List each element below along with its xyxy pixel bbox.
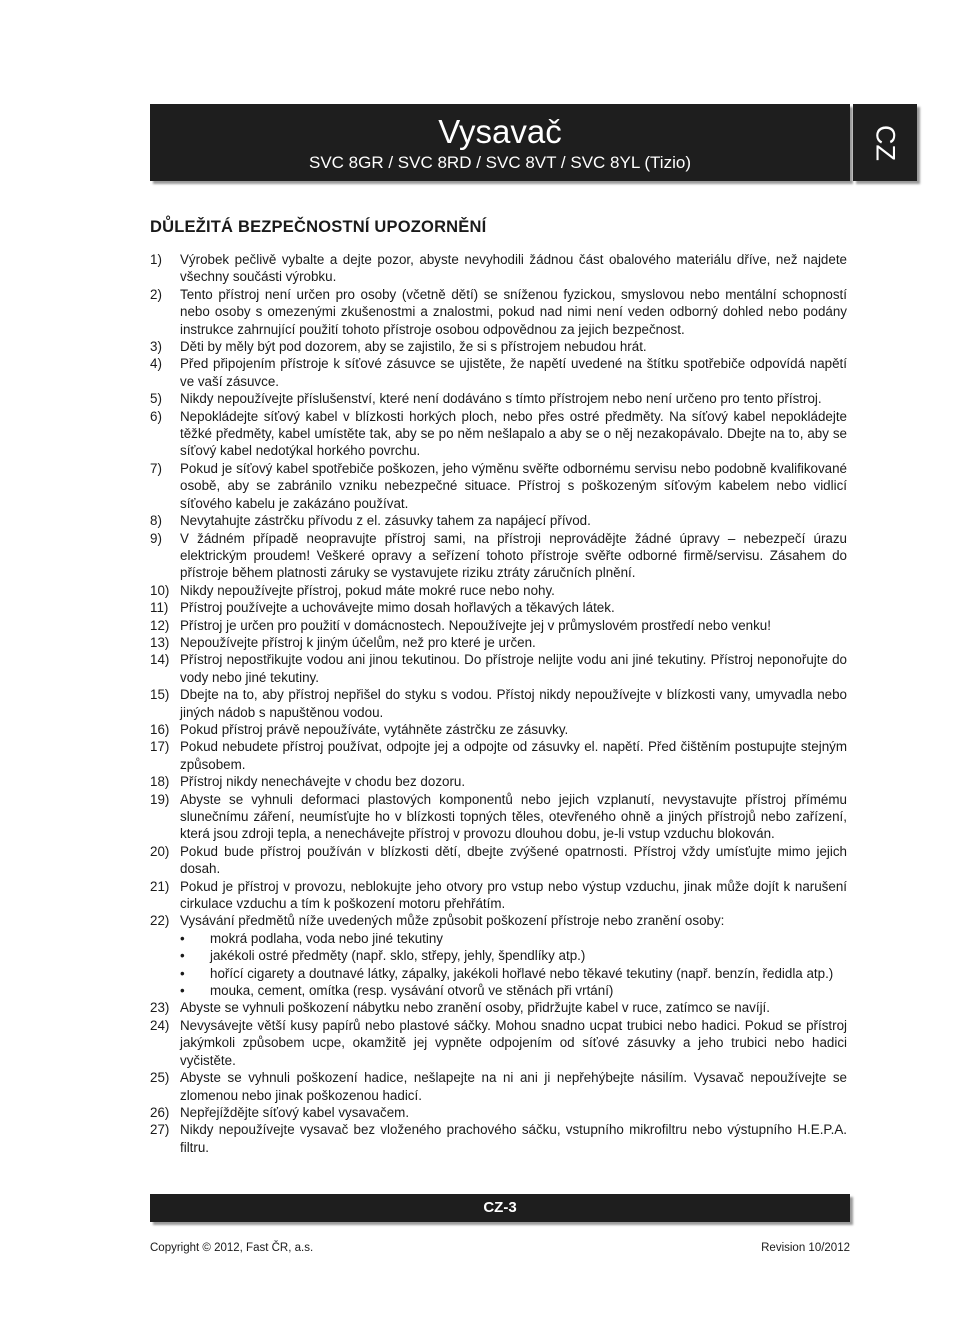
item-text: Tento přístroj není určen pro osoby (včetně dětí) se sníženou fyzickou, smyslovou nebo mentální schopností nebo osoby s omezenými zkušenostmi a znalostmi, pokud nad nimi není veden odborný dohled nebo podány instrukce zahrnující použití tohoto přístroje osobou odpovědnou za jejich bezpečnost. bbox=[180, 286, 847, 337]
copyright-notice: Copyright © 2012, Fast ČR, a.s. bbox=[150, 1242, 314, 1254]
item-text: Nevysávejte větší kusy papírů nebo plastové sáčky. Mohou snadno ucpat trubici nebo hadici. Pokud se přístroj jakýmkoli způsobem ucpe, okamžitě jej vypněte odpojením od síťové zásuvky a jeho trubici nebo hadici vyčistěte. bbox=[180, 1017, 847, 1068]
item-text: Pokud nebudete přístroj používat, odpojte jej a odpojte od zásuvky el. napětí. Před čištěním postupujte stejným způsobem. bbox=[180, 739, 847, 772]
item-number: 9) bbox=[150, 530, 162, 546]
item-number: 18) bbox=[150, 774, 170, 790]
instruction-item bbox=[150, 390, 847, 407]
item-text: Nikdy nepoužívejte vysavač bez vloženého prachového sáčku, vstupního mikrofiltru nebo výstupního H.E.P.A. filtru. bbox=[180, 1122, 847, 1155]
instruction-item bbox=[150, 999, 847, 1016]
item-number: 6) bbox=[150, 408, 162, 424]
item-text: Pokud přístroj právě nepoužíváte, vytáhněte zástrčku ze zásuvky. bbox=[180, 721, 569, 737]
instruction-item bbox=[150, 286, 847, 338]
item-text: Nepoužívejte přístroj k jiným účelům, než pro které je určen. bbox=[180, 634, 536, 650]
instruction-item bbox=[150, 1104, 847, 1121]
item-number: 14) bbox=[150, 652, 170, 668]
item-text: Abyste se vyhnuli poškození nábytku nebo zranění osoby, přidržujte kabel v ruce, zatímco se navíjí. bbox=[180, 1000, 770, 1016]
instruction-item bbox=[150, 773, 847, 790]
instruction-item bbox=[150, 338, 847, 355]
language-tab-label: CZ bbox=[870, 124, 901, 161]
header-bar bbox=[150, 104, 850, 181]
bullet-text: hořící cigarety a doutnavé látky, zápalky, jakékoli hořlavé nebo těkavé tekutiny (např. benzín, ředidla atp.) bbox=[210, 965, 834, 981]
instruction-item bbox=[150, 530, 847, 582]
item-number: 24) bbox=[150, 1017, 170, 1033]
item-text: Nepřejíždějte síťový kabel vysavačem. bbox=[180, 1104, 410, 1120]
instruction-item bbox=[150, 651, 847, 686]
instruction-item bbox=[150, 408, 847, 460]
instruction-item bbox=[150, 355, 847, 390]
bullet-text: mokrá podlaha, voda nebo jiné tekutiny bbox=[210, 930, 444, 946]
instruction-item bbox=[150, 791, 847, 843]
item-text: Pokud je přístroj v provozu, neblokujte jeho otvory pro vstup nebo výstup vzduchu, jinak může dojít k narušení cirkulace vzduchu a tím k poškození motoru přehřátím. bbox=[180, 878, 847, 912]
item-number: 11) bbox=[150, 600, 169, 616]
item-number: 19) bbox=[150, 791, 170, 807]
item-number: 15) bbox=[150, 687, 170, 703]
item-text: Děti by měly být pod dozorem, aby se zajistilo, že si s přístrojem nebudou hrát. bbox=[180, 339, 647, 355]
item-text: Přístroj nepostřikujte vodou ani jinou tekutinou. Do přístroje nelijte vodu ani jiné tekutiny. Přístroj neponořujte do vody nebo jiné tekutiny. bbox=[180, 652, 847, 685]
item-number: 5) bbox=[150, 391, 162, 407]
item-number: 23) bbox=[150, 1000, 170, 1016]
item-text: Dbejte na to, aby přístroj nepřišel do styku s vodou. Přístoj nikdy nepoužívejte v blízkosti vany, umyvadla nebo jiných nádob s napuštěnou vodou. bbox=[180, 687, 847, 720]
instruction-item bbox=[150, 460, 847, 512]
item-number: 26) bbox=[150, 1104, 170, 1120]
instruction-item bbox=[150, 599, 847, 616]
item-number: 17) bbox=[150, 739, 170, 755]
item-number: 21) bbox=[150, 878, 170, 894]
item-number: 1) bbox=[150, 252, 162, 267]
item-number: 25) bbox=[150, 1070, 170, 1086]
instruction-item bbox=[150, 738, 847, 773]
item-text: Vysávání předmětů níže uvedených může způsobit poškození přístroje nebo zranění osoby: bbox=[180, 913, 725, 929]
item-number: 4) bbox=[150, 356, 162, 372]
item-number: 8) bbox=[150, 513, 162, 529]
item-text: Nepokládejte síťový kabel v blízkosti horkých ploch, nebo přes ostré předměty. Na síťový kabel nepokládejte těžké předměty, kabel umístěte tak, aby se po něm nešlapalo a aby se o něj nezakopávalo. Dbejte na to, aby se síťový kabel nedotýkal horkého povrchu. bbox=[180, 408, 847, 459]
item-number: 10) bbox=[150, 582, 170, 598]
instruction-item bbox=[150, 686, 847, 721]
instruction-item bbox=[150, 912, 847, 999]
bullet-item bbox=[180, 947, 847, 964]
instruction-item bbox=[150, 512, 847, 529]
item-text: Pokud bude přístroj používán v blízkosti dětí, dbejte zvýšené opatrnosti. Přístroj vždy umísťujte mimo jejich dosah. bbox=[180, 843, 847, 877]
bullet-dot: • bbox=[180, 983, 185, 999]
instruction-item bbox=[150, 1017, 847, 1069]
item-text: Nevytahujte zástrčku přívodu z el. zásuvky tahem za napájecí přívod. bbox=[180, 513, 591, 529]
instruction-item bbox=[150, 878, 847, 913]
page-number-bar bbox=[150, 1194, 850, 1222]
bullet-item bbox=[180, 965, 847, 982]
instruction-item bbox=[150, 617, 847, 634]
item-number: 2) bbox=[150, 286, 162, 302]
item-number: 13) bbox=[150, 634, 170, 650]
instruction-item bbox=[150, 634, 847, 651]
instruction-item bbox=[150, 1121, 847, 1156]
item-number: 7) bbox=[150, 460, 162, 476]
item-text: Nikdy nepoužívejte přístroj, pokud máte mokré ruce nebo nohy. bbox=[180, 582, 555, 598]
instruction-item bbox=[150, 721, 847, 738]
item-text: Abyste se vyhnuli deformaci plastových komponentů nebo jejich vzplanutí, nevystavujte přístroj přímému slunečnímu záření, neumísťujte ho v blízkosti topných těles, otevřeného ohně a jiných přístrojů nebo zařízení, která jsou zdroji tepla, a nenechávejte přístroj v provozu dlouhou dobu, je-li vstup vzduchu blokován. bbox=[180, 791, 847, 842]
item-text: V žádném případě neopravujte přístroj sami, na přístroji neprovádějte žádné úpravy – nebezpečí úrazu elektrickým proudem! Veškeré opravy a seřízení tohoto přístroje svěřte odborné firmě/servisu. Zásahem do přístroje během platnosti záruky se vystavujete riziku ztráty záručních plnění. bbox=[180, 530, 847, 581]
model-subtitle: SVC 8GR / SVC 8RD / SVC 8VT / SVC 8YL (Tizio) bbox=[309, 153, 691, 172]
instruction-item bbox=[150, 251, 847, 286]
bullet-dot: • bbox=[180, 948, 185, 964]
instruction-item bbox=[150, 843, 847, 878]
revision-note: Revision 10/2012 bbox=[761, 1242, 850, 1254]
item-number: 3) bbox=[150, 339, 162, 355]
item-number: 27) bbox=[150, 1122, 170, 1138]
instruction-item bbox=[150, 582, 847, 599]
bullet-item bbox=[180, 982, 847, 999]
item-number: 16) bbox=[150, 721, 170, 737]
item-text: Před připojením přístroje k síťové zásuvce se ujistěte, že napětí uvedené na štítku spotřebiče odpovídá napětí ve vaší zásuvce. bbox=[180, 356, 847, 389]
section-heading: DŮLEŽITÁ BEZPEČNOSTNÍ UPOZORNĚNÍ bbox=[150, 218, 487, 236]
item-text: Přístroj je určen pro použití v domácnostech. Nepoužívejte jej v průmyslovém prostředí nebo venku! bbox=[180, 617, 771, 633]
safety-instructions-list bbox=[150, 251, 847, 1156]
instruction-item bbox=[150, 1069, 847, 1104]
hazard-bullet-list bbox=[180, 930, 847, 1000]
bullet-dot: • bbox=[180, 965, 185, 981]
language-tab bbox=[853, 104, 917, 181]
page-number: CZ-3 bbox=[483, 1199, 517, 1216]
item-text: Pokud je síťový kabel spotřebiče poškozen, jeho výměnu svěřte odbornému servisu nebo podobně kvalifikované osobě, aby se zabránilo vzniku nebezpečné situace. Přístroj s poškozeným síťovým kabelem nebo vidlicí síťového kabelu je zakázáno používat. bbox=[180, 460, 847, 511]
page-title: Vysavač bbox=[438, 113, 562, 150]
item-text: Přístroj nikdy nenechávejte v chodu bez dozoru. bbox=[180, 774, 466, 790]
item-text: Nikdy nepoužívejte příslušenství, které není dodáváno s tímto přístrojem nebo není určeno pro tento přístroj. bbox=[180, 391, 822, 407]
item-text: Výrobek pečlivě vybalte a dejte pozor, abyste nevyhodili žádnou část obalového materiálu dříve, než najdete všechny součásti výrobku. bbox=[180, 252, 847, 285]
bullet-text: mouka, cement, omítka (resp. vysávání otvorů ve stěnách při vrtání) bbox=[210, 983, 614, 999]
item-number: 22) bbox=[150, 913, 170, 929]
item-number: 20) bbox=[150, 843, 170, 859]
bullet-dot: • bbox=[180, 930, 185, 946]
bullet-text: jakékoli ostré předměty (např. sklo, střepy, jehly, špendlíky atp.) bbox=[210, 948, 586, 964]
bullet-item bbox=[180, 930, 847, 947]
item-number: 12) bbox=[150, 617, 170, 633]
item-text: Abyste se vyhnuli poškození hadice, nešlapejte na ni ani ji nepřehýbejte násilím. Vysavač nepoužívejte se zlomenou nebo jinak poškozenou hadicí. bbox=[180, 1070, 847, 1103]
item-text: Přístroj používejte a uchovávejte mimo dosah hořlavých a těkavých látek. bbox=[180, 600, 615, 616]
